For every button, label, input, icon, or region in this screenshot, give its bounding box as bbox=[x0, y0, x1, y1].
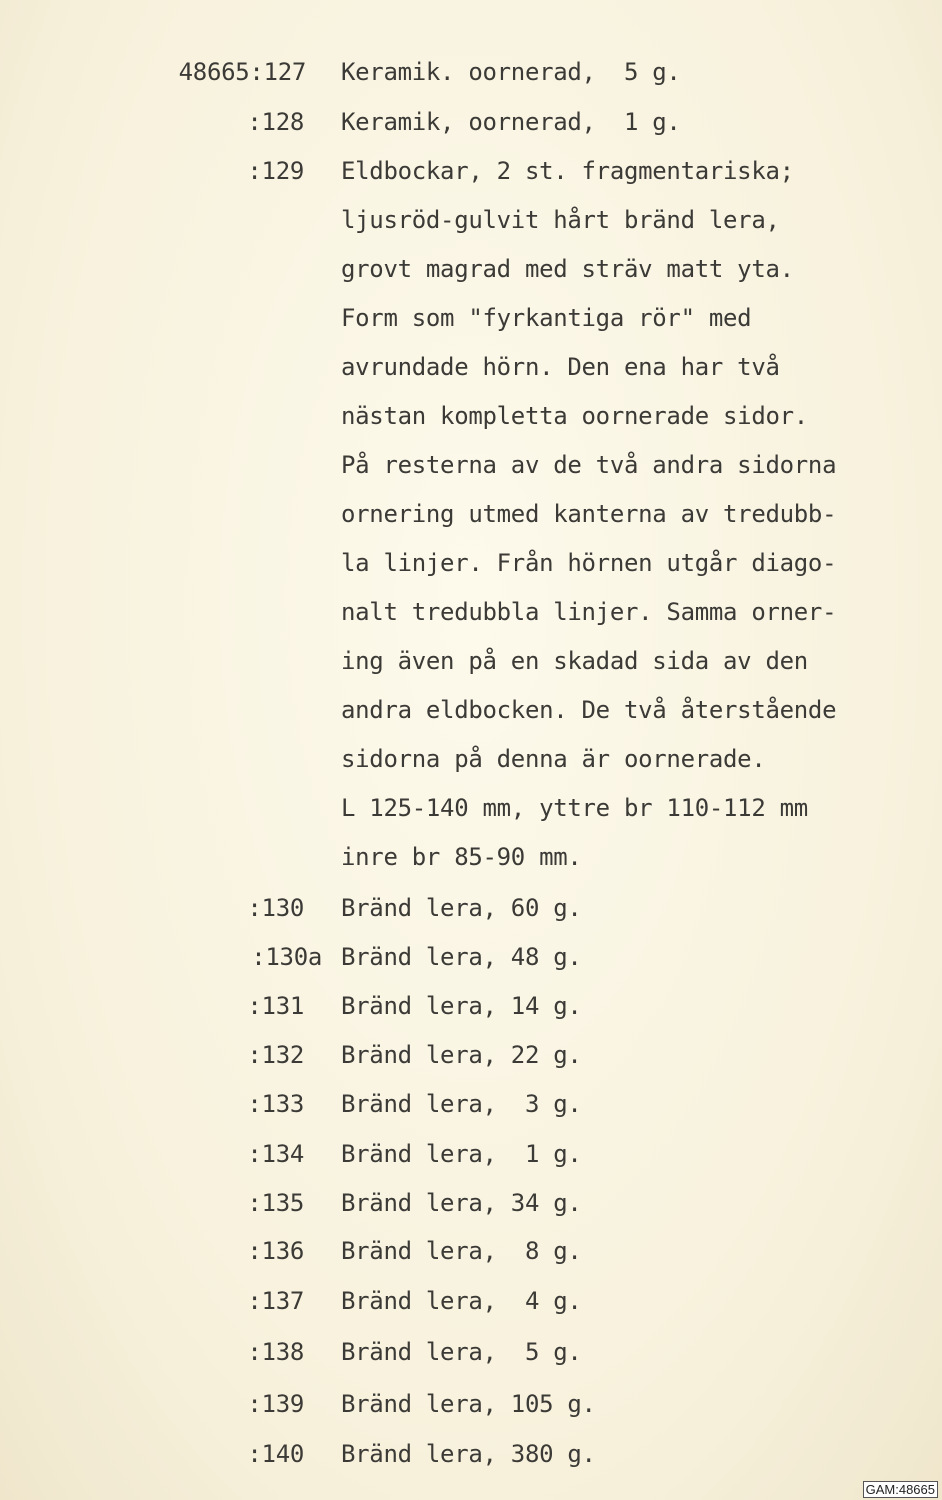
entry-text: Keramik, oornerad, 1 g. bbox=[341, 108, 681, 136]
entry-number: :132 bbox=[247, 1041, 304, 1069]
entry-text: ljusröd-gulvit hårt bränd lera, bbox=[341, 206, 780, 234]
entry-text: Keramik. oornerad, 5 g. bbox=[341, 58, 681, 86]
entry-text: Bränd lera, 3 g. bbox=[341, 1090, 582, 1118]
entry-text: andra eldbocken. De två återstående bbox=[341, 696, 837, 724]
entry-number: :138 bbox=[247, 1338, 304, 1366]
entry-text: sidorna på denna är oornerade. bbox=[341, 745, 766, 773]
entry-text: Bränd lera, 105 g. bbox=[341, 1390, 596, 1418]
entry-text: Bränd lera, 8 g. bbox=[341, 1237, 582, 1265]
entry-number: :136 bbox=[247, 1237, 304, 1265]
entry-text: nästan kompletta oornerade sidor. bbox=[341, 402, 808, 430]
entry-number: :137 bbox=[247, 1287, 304, 1315]
entry-text: avrundade hörn. Den ena har två bbox=[341, 353, 780, 381]
entry-text: ing även på en skadad sida av den bbox=[341, 647, 808, 675]
entry-number: :131 bbox=[247, 992, 304, 1020]
entry-number: :139 bbox=[247, 1390, 304, 1418]
entry-text: Bränd lera, 48 g. bbox=[341, 943, 582, 971]
entry-number: :128 bbox=[247, 108, 304, 136]
entry-text: ornering utmed kanterna av tredubb- bbox=[341, 500, 837, 528]
entry-text: Bränd lera, 4 g. bbox=[341, 1287, 582, 1315]
entry-text: grovt magrad med sträv matt yta. bbox=[341, 255, 794, 283]
archive-label: GAM:48665 bbox=[863, 1481, 938, 1498]
entry-text: Bränd lera, 1 g. bbox=[341, 1140, 582, 1168]
entry-number: :140 bbox=[247, 1440, 304, 1468]
entry-number: :129 bbox=[247, 157, 304, 185]
entry-text: Bränd lera, 380 g. bbox=[341, 1440, 596, 1468]
entry-text: Bränd lera, 34 g. bbox=[341, 1189, 582, 1217]
entry-text: inre br 85-90 mm. bbox=[341, 843, 582, 871]
entry-text: Bränd lera, 5 g. bbox=[341, 1338, 582, 1366]
entry-number: :133 bbox=[247, 1090, 304, 1118]
entry-number: :135 bbox=[247, 1189, 304, 1217]
entry-text: L 125-140 mm, yttre br 110-112 mm bbox=[341, 794, 808, 822]
entry-text: nalt tredubbla linjer. Samma orner- bbox=[341, 598, 837, 626]
entry-text: Bränd lera, 22 g. bbox=[341, 1041, 582, 1069]
entry-number: :130a bbox=[251, 943, 322, 971]
entry-number: :134 bbox=[247, 1140, 304, 1168]
entry-text: Eldbockar, 2 st. fragmentariska; bbox=[341, 157, 794, 185]
entry-text: Bränd lera, 60 g. bbox=[341, 894, 582, 922]
entry-text: På resterna av de två andra sidorna bbox=[341, 451, 837, 479]
entry-text: Form som "fyrkantiga rör" med bbox=[341, 304, 752, 332]
entry-number: :130 bbox=[247, 894, 304, 922]
entry-text: Bränd lera, 14 g. bbox=[341, 992, 582, 1020]
entry-number: 48665:127 bbox=[178, 58, 306, 86]
entry-text: la linjer. Från hörnen utgår diago- bbox=[341, 549, 837, 577]
